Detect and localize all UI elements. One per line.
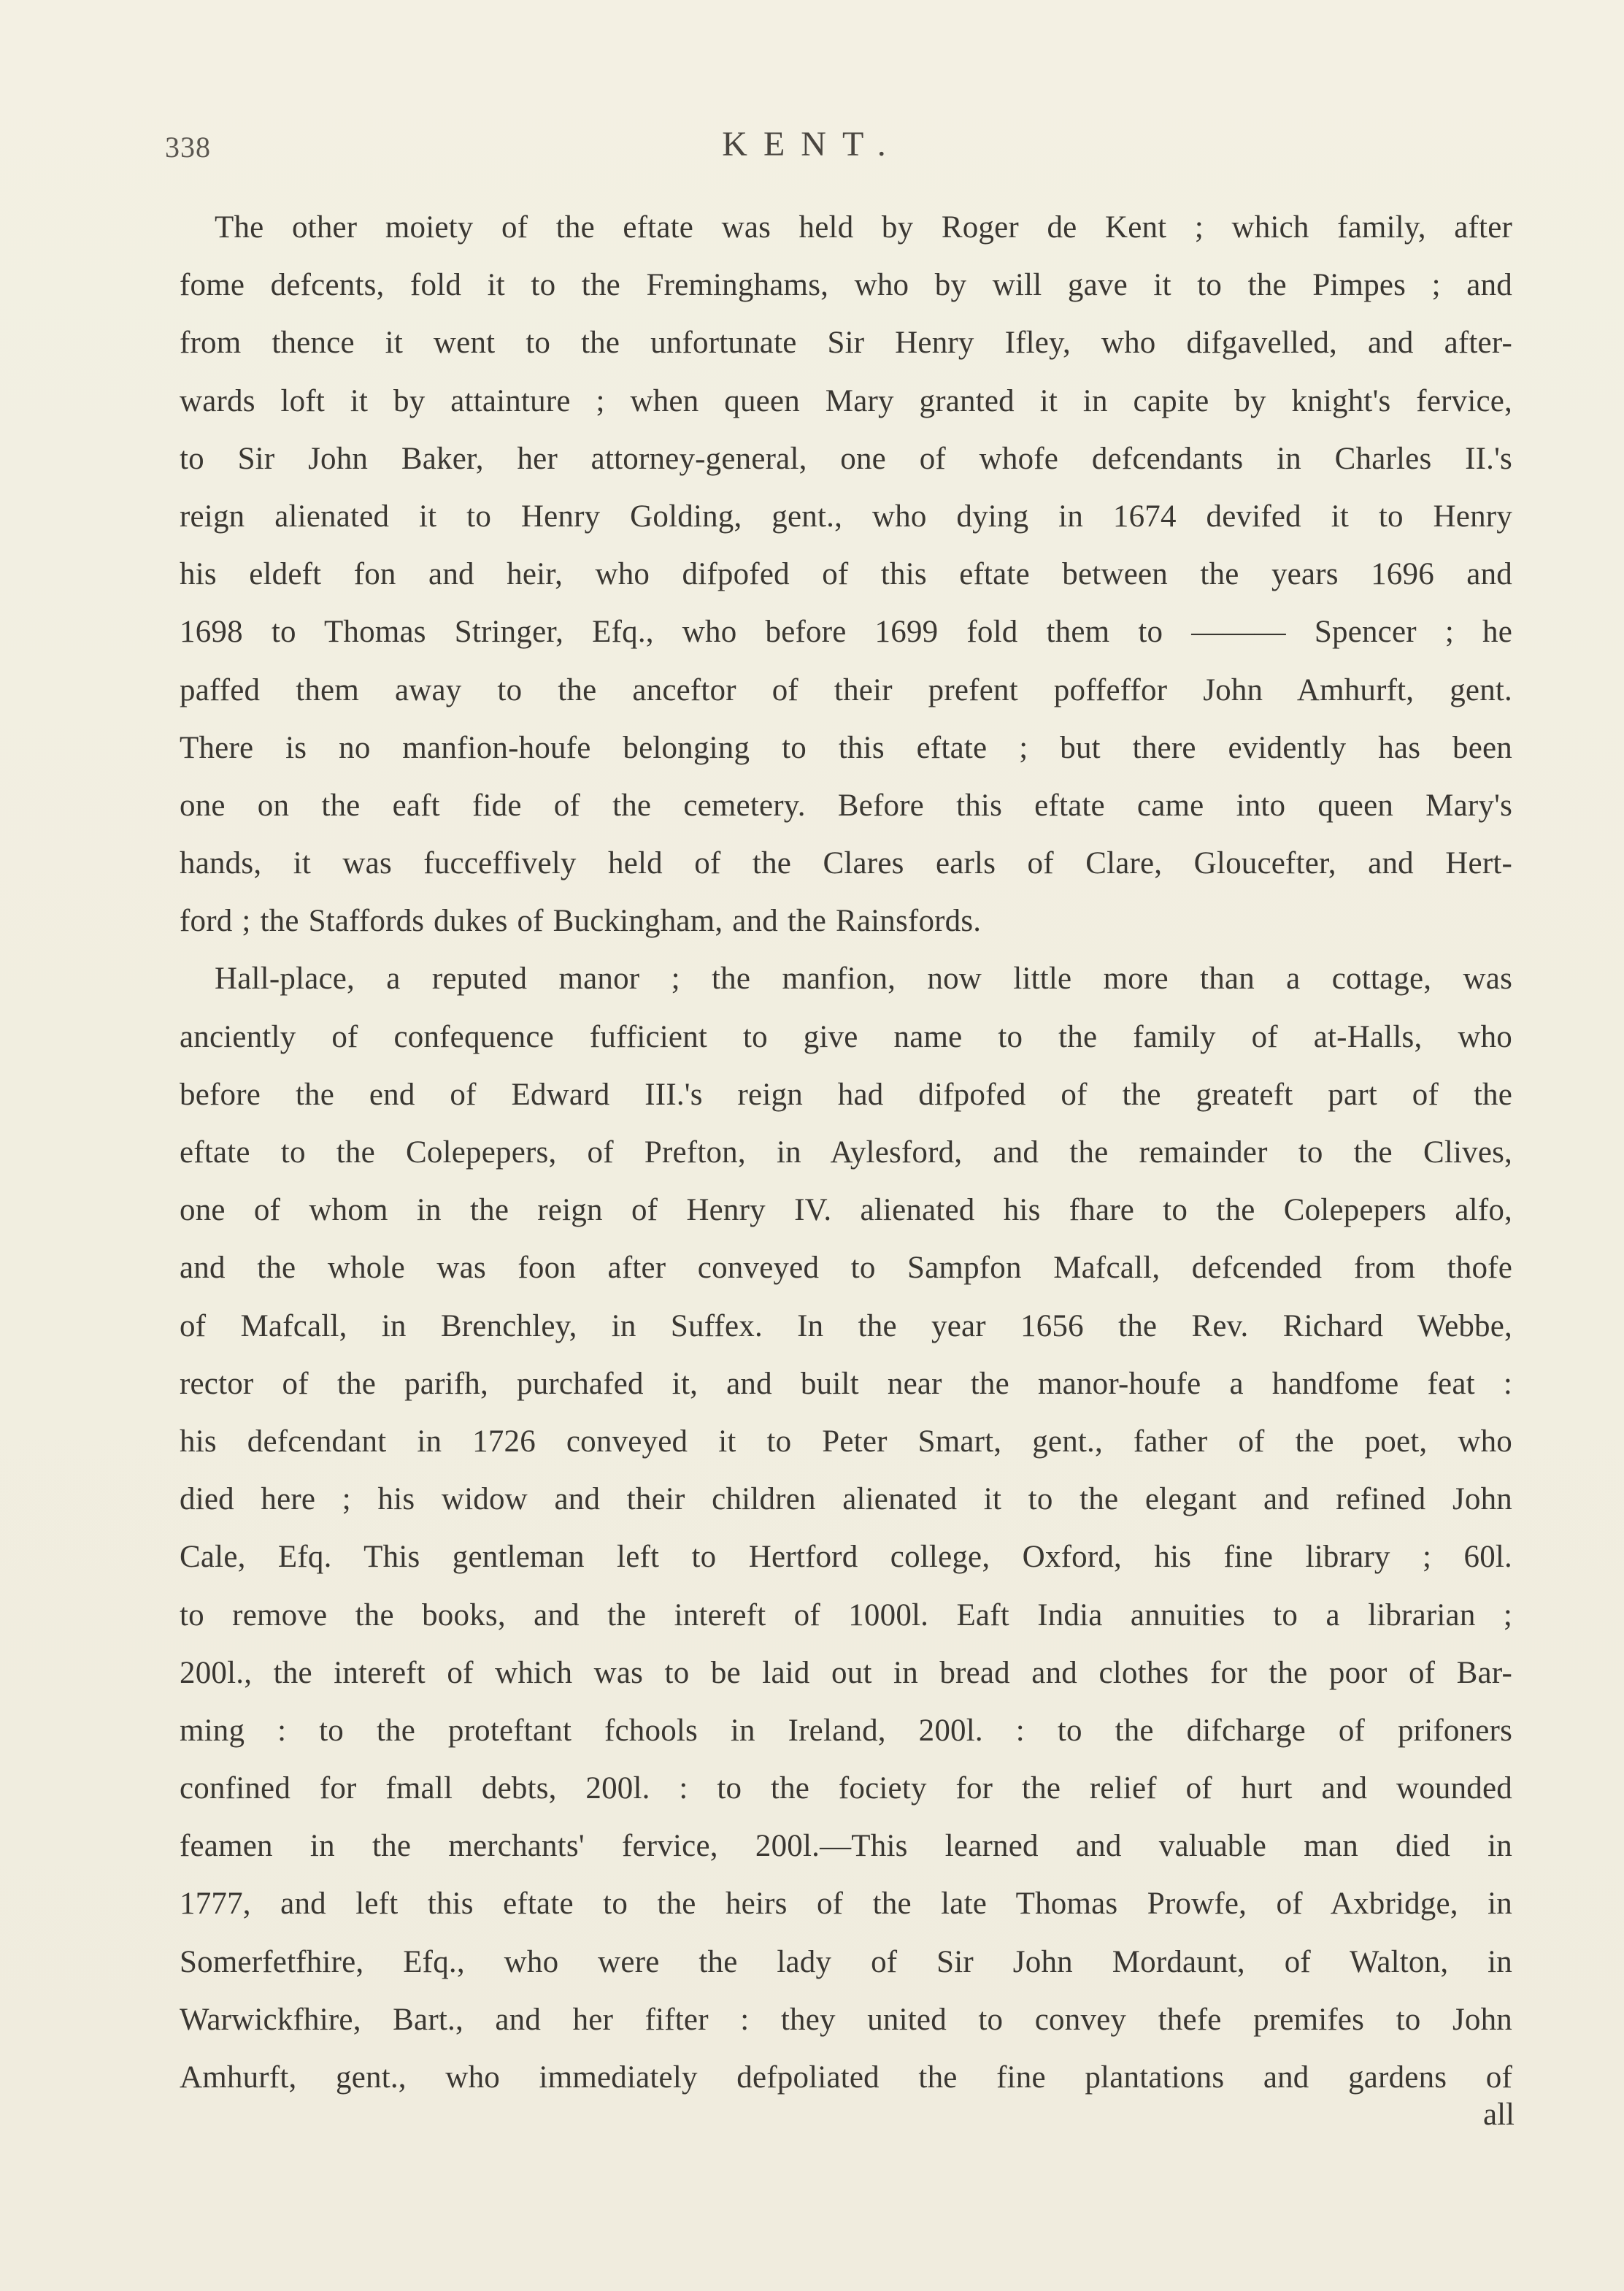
body-text: [180, 199, 1512, 2106]
text-line: from thence it went to the unfortunate Sir Henry Ifley, who difgavelled, and after-: [180, 326, 1512, 361]
text-line: ming : to the proteftant fchools in Ireland, 200l. : to the difcharge of prifoners: [180, 1713, 1512, 1748]
text-line: There is no manfion-houfe belonging to this eftate ; but there evidently has been: [180, 730, 1512, 765]
text-line: 200l., the intereft of which was to be laid out in bread and clothes for the poor of Bar-: [180, 1655, 1512, 1690]
text-line: Cale, Efq. This gentleman left to Hertford college, Oxford, his fine library ; 60l.: [180, 1540, 1512, 1575]
text-line: his eldeft fon and heir, who difpofed of this eftate between the years 1696 and: [180, 557, 1512, 592]
text-line: Somerfetfhire, Efq., who were the lady of Sir John Mordaunt, of Walton, in: [180, 1944, 1512, 1979]
text-line: Warwickfhire, Bart., and her fifter : they united to convey thefe premifes to John: [180, 2002, 1512, 2037]
text-line: before the end of Edward III.'s reign had difpofed of the greateft part of the: [180, 1077, 1512, 1112]
text-line: Amhurft, gent., who immediately defpoliated the fine plantations and gardens of: [180, 2060, 1512, 2095]
catchword: all: [1483, 2098, 1515, 2132]
text-line: fome defcents, fold it to the Freminghams, who by will gave it to the Pimpes ; and: [180, 268, 1512, 303]
text-line: Hall-place, a reputed manor ; the manfion, now little more than a cottage, was: [215, 962, 1512, 997]
text-line: 1698 to Thomas Stringer, Efq., who before 1699 fold them to ——— Spencer ; he: [180, 615, 1512, 650]
text-line: one of whom in the reign of Henry IV. alienated his fhare to the Colepepers alfo,: [180, 1193, 1512, 1228]
text-line: confined for fmall debts, 200l. : to the fociety for the relief of hurt and wounded: [180, 1771, 1512, 1806]
text-line: hands, it was fucceffively held of the Clares earls of Clare, Gloucefter, and Hert-: [180, 846, 1512, 881]
text-line: eftate to the Colepepers, of Prefton, in Aylesford, and the remainder to the Clives,: [180, 1135, 1512, 1170]
text-line: his defcendant in 1726 conveyed it to Peter Smart, gent., father of the poet, who: [180, 1424, 1512, 1459]
text-line: ford ; the Staffords dukes of Buckingham, and the Rainsfords.: [180, 904, 982, 939]
text-line: to remove the books, and the intereft of 1000l. Eaft India annuities to a librarian ;: [180, 1597, 1512, 1632]
text-line: of Mafcall, in Brenchley, in Suffex. In the year 1656 the Rev. Richard Webbe,: [180, 1308, 1512, 1343]
text-line: anciently of confequence fufficient to give name to the family of at-Halls, who: [180, 1019, 1512, 1054]
text-line: and the whole was foon after conveyed to Sampfon Mafcall, defcended from thofe: [180, 1251, 1512, 1286]
text-line: The other moiety of the eftate was held by Roger de Kent ; which family, after: [215, 210, 1512, 245]
text-line: feamen in the merchants' fervice, 200l.—This learned and valuable man died in: [180, 1829, 1512, 1864]
text-line: died here ; his widow and their children alienated it to the elegant and refined John: [180, 1482, 1512, 1517]
text-line: paffed them away to the anceftor of their prefent poffeffor John Amhurft, gent.: [180, 672, 1512, 707]
text-line: to Sir John Baker, her attorney-general, one of whofe defcendants in Charles II.'s: [180, 441, 1512, 476]
text-line: wards loft it by attainture ; when queen Mary granted it in capite by knight's fervice,: [180, 383, 1512, 418]
text-line: 1777, and left this eftate to the heirs of the late Thomas Prowfe, of Axbridge, in: [180, 1887, 1512, 1922]
text-line: rector of the parifh, purchafed it, and built near the manor-houfe a handfome feat :: [180, 1366, 1512, 1401]
text-line: one on the eaft fide of the cemetery. Before this eftate came into queen Mary's: [180, 788, 1512, 823]
running-title: KENT.: [722, 125, 902, 164]
text-line: reign alienated it to Henry Golding, gent., who dying in 1674 devifed it to Henry: [180, 499, 1512, 534]
page-number: 338: [165, 131, 211, 164]
